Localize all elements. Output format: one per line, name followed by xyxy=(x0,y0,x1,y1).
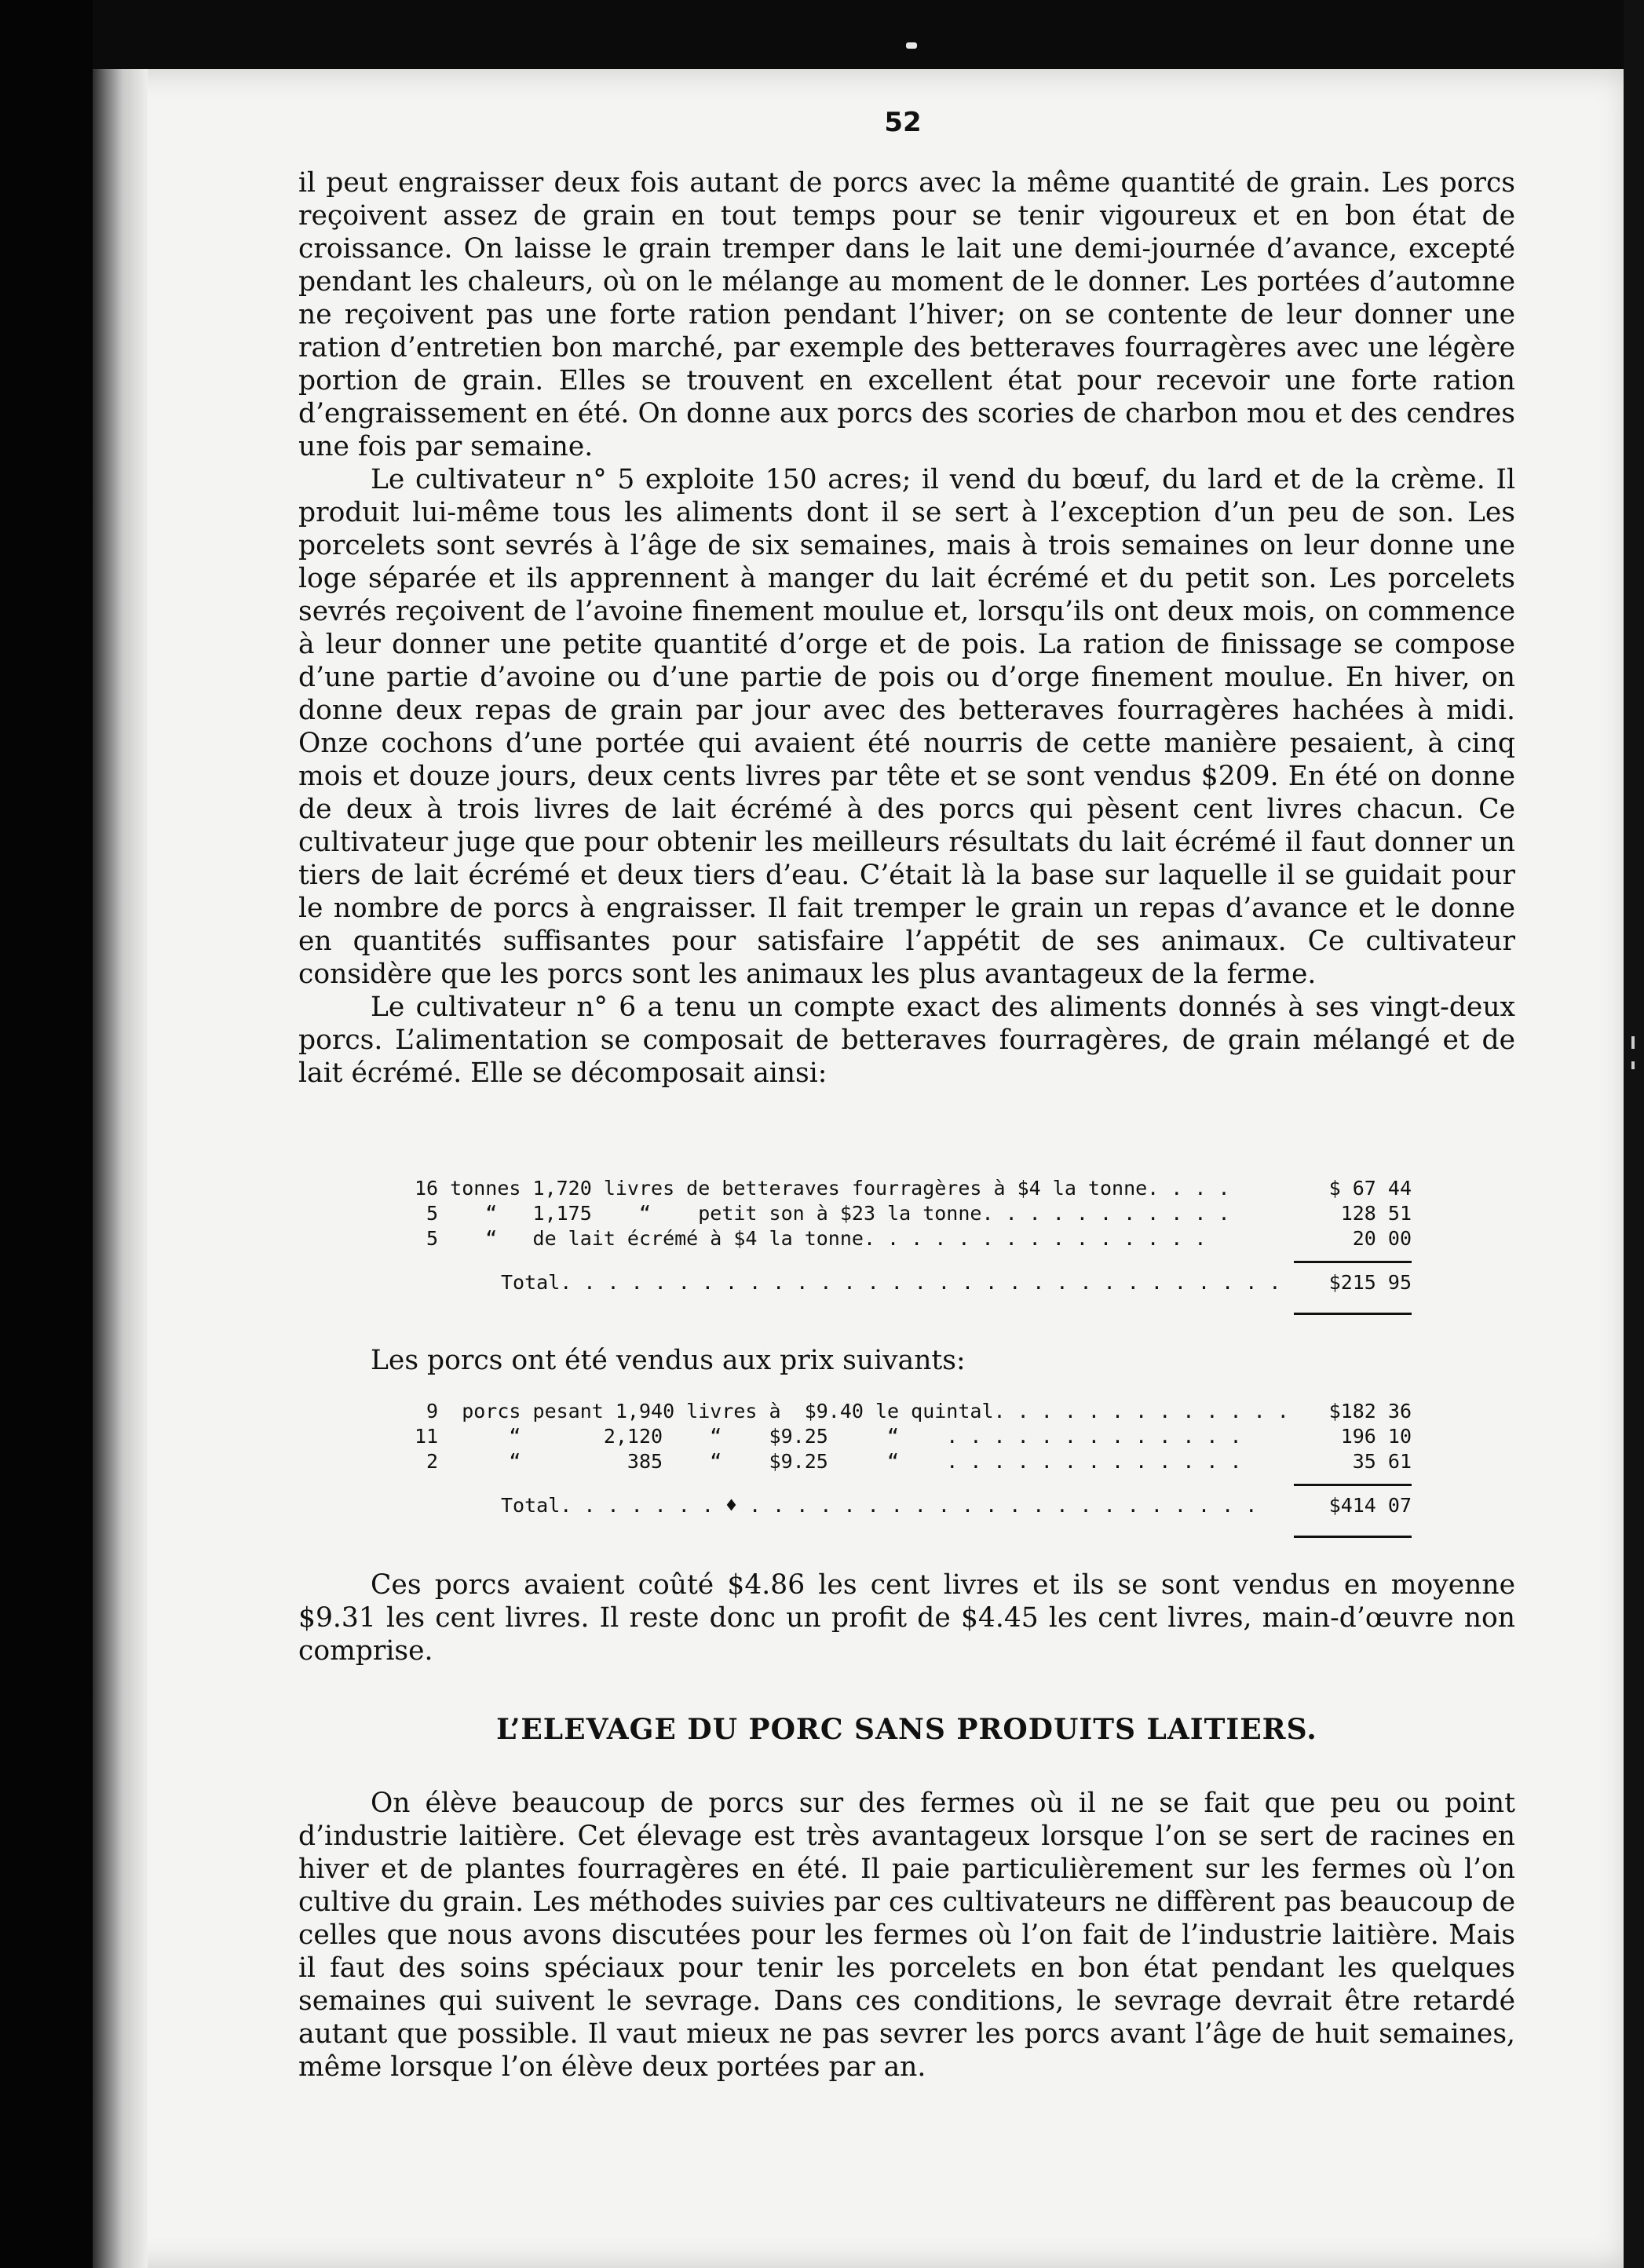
scan-speck xyxy=(906,42,917,49)
row-amount: $182 36 xyxy=(1328,1400,1412,1423)
section-heading: L’ELEVAGE DU PORC SANS PRODUITS LAITIERS. xyxy=(496,1713,1317,1746)
row-amount: 128 51 xyxy=(1340,1202,1412,1225)
table-row xyxy=(415,1226,1412,1251)
table-row xyxy=(415,1399,1412,1424)
table-row xyxy=(415,1449,1412,1474)
feed-cost-table xyxy=(415,1176,1412,1295)
total-row xyxy=(415,1493,1412,1518)
total-underline xyxy=(1294,1536,1412,1538)
table-row xyxy=(415,1176,1412,1201)
sales-table xyxy=(415,1399,1412,1518)
row-description: 11 “ 2,120 “ $9.25 “ . . . . . . . . . . . . . xyxy=(415,1425,1242,1448)
section-paragraph: On élève beaucoup de porcs sur des fermes où il ne se fait que peu ou point d’industrie laitière. Cet élevage est très avantageux lorsque l’on se sert de racines en hiver et de plantes fourragères en été. Il paie particulièrement sur les fermes où l’on cultive du grain. Les méthodes suivies par ces cultivateurs ne diffèrent pas beaucoup de celles que nous avons discutées pour les fermes où l’on fait de l’industrie laitière. Mais il faut des soins spéciaux pour tenir les porcelets en bon état pendant les quelques semaines qui suivent le sevrage. Dans ces conditions, le sevrage devrait être retardé autant que possible. Il vaut mieux ne pas sevrer les porcs avant l’âge de huit semaines, même lorsque l’on élève deux portées par an. xyxy=(298,1788,1515,2083)
total-underline xyxy=(1294,1313,1412,1315)
sales-intro-block xyxy=(298,1344,1515,1377)
total-amount: $215 95 xyxy=(1328,1271,1412,1294)
table-row xyxy=(415,1201,1412,1226)
paragraph-continuation: il peut engraisser deux fois autant de porcs avec la même quantité de grain. Les porcs reçoivent assez de grain en tout temps pour se tenir vigoureux et en bon état de croissance. On laisse le grain tremper dans le lait une demi-journée d’avance, excepté pendant les chaleurs, où on le mélange au moment de le donner. Les portées d’automne ne reçoivent pas une forte ration pendant l’hiver; on se contente de leur donner une ration d’entretien bon marché, par exemple des betteraves fourragères avec une légère portion de grain. Elles se trouvent en excellent état pour recevoir une forte ration d’engraissement en été. On donne aux porcs des scories de charbon mou et des cendres une fois par semaine. xyxy=(298,167,1515,462)
body-text-top xyxy=(298,166,1515,1090)
row-amount: 20 00 xyxy=(1352,1227,1412,1250)
section-body xyxy=(298,1787,1515,2084)
page-number: 52 xyxy=(884,107,922,138)
paragraph-cultivateur-6: Le cultivateur n° 6 a tenu un compte exact des aliments donnés à ses vingt-deux porcs. L’alimentation se composait de betteraves fourragères, de grain mélangé et de lait écrémé. Elle se décomposait ainsi: xyxy=(298,992,1515,1089)
row-amount: 196 10 xyxy=(1340,1425,1412,1448)
table-row xyxy=(415,1424,1412,1449)
margin-mark xyxy=(1631,1061,1635,1069)
total-label: Total. . . . . . . . . . . . . . . . . . . . . . . . . . . . . . . xyxy=(501,1271,1281,1294)
paragraph-cultivateur-5: Le cultivateur n° 5 exploite 150 acres; il vend du bœuf, du lard et de la crème. Il produit lui-même tous les aliments dont il se sert à l’exception d’un peu de son. Les porcelets sont sevrés à l’âge de six semaines, mais à trois semaines on leur donne une loge séparée et ils apprennent à manger du lait écrémé et du petit son. Les porcelets sevrés reçoivent de l’avoine finement moulue et, lorsqu’ils ont deux mois, on commence à leur donner une petite quantité d’orge et de pois. La ration de finissage se compose d’une partie d’avoine ou d’une partie de pois ou d’orge finement moulue. En hiver, on donne deux repas de grain par jour avec des betteraves fourragères hachées à midi. Onze cochons d’une portée qui avaient été nourris de cette manière pesaient, à cinq mois et douze jours, deux cents livres par tête et se sont vendus $209. En été on donne de deux à trois livres de lait écrémé à des porcs qui pèsent cent livres chacun. Ce cultivateur juge que pour obtenir les meilleurs résultats du lait écrémé il faut donner un tiers de lait écrémé et deux tiers d’eau. C’était là la base sur laquelle il se guidait pour le nombre de porcs à engraisser. Il fait tremper le grain un repas d’avance et le donne en quantités suffisantes pour satisfaire l’appétit de ses animaux. Ce cultivateur considère que les porcs sont les animaux les plus avantageux de la ferme. xyxy=(298,464,1515,990)
margin-mark xyxy=(1631,1036,1635,1049)
scan-top-border xyxy=(0,0,1644,69)
row-description: 16 tonnes 1,720 livres de betteraves fourragères à $4 la tonne. . . . xyxy=(415,1177,1230,1200)
row-description: 9 porcs pesant 1,940 livres à $9.40 le quintal. . . . . . . . . . . . . xyxy=(415,1400,1289,1423)
total-label: Total. . . . . . . ♦ . . . . . . . . . . . . . . . . . . . . . . xyxy=(501,1494,1258,1517)
cost-paragraph: Ces porcs avaient coûté $4.86 les cent livres et ils se sont vendus en moyenne $9.31 les cent livres. Il reste donc un profit de $4.45 les cent livres, main-d’œuvre non comprise. xyxy=(298,1569,1515,1667)
row-description: 2 “ 385 “ $9.25 “ . . . . . . . . . . . . . xyxy=(415,1450,1242,1473)
sum-rule xyxy=(1294,1261,1412,1263)
scan-right-border xyxy=(1624,0,1644,2268)
total-amount: $414 07 xyxy=(1328,1494,1412,1517)
cost-block xyxy=(298,1569,1515,1667)
row-description: 5 “ de lait écrémé à $4 la tonne. . . . . . . . . . . . . . . xyxy=(415,1227,1207,1250)
row-amount: 35 61 xyxy=(1352,1450,1412,1473)
page-binding-shadow xyxy=(93,69,148,2268)
total-row xyxy=(415,1270,1412,1295)
scan-left-border xyxy=(0,0,93,2268)
sum-rule xyxy=(1294,1484,1412,1486)
row-description: 5 “ 1,175 “ petit son à $23 la tonne. . . . . . . . . . . xyxy=(415,1202,1230,1225)
row-amount: $ 67 44 xyxy=(1328,1177,1412,1200)
sales-intro: Les porcs ont été vendus aux prix suivants: xyxy=(371,1345,966,1376)
